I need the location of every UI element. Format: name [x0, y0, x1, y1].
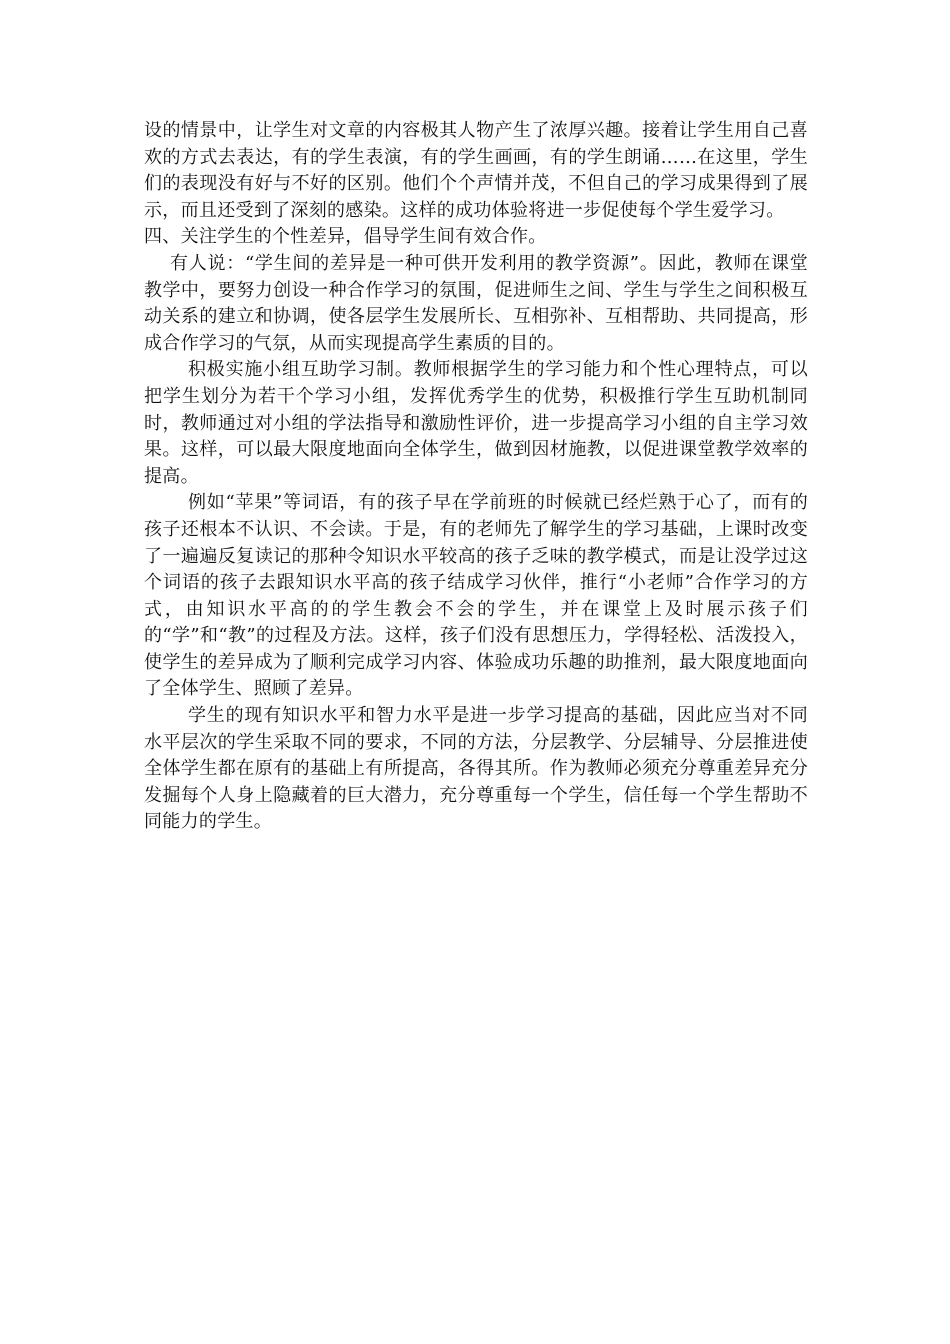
paragraph-example: 例如“苹果”等词语，有的孩子早在学前班的时候就已经烂熟于心了，而有的孩子还根本不认识、不会读。于是，有的老师先了解学生的学习基础，上课时改变了一遍遍反复读记的那种令知识水平较高的孩子乏味的教学模式，而是让没学过这个词语的孩子去跟知识水平高的孩子结成学习伙伴，推行“小老师”合作学习的方式，由知识水平高的的学生教会不会的学生，并在课堂上及时展示孩子们的“学”和“教”的过程及方法。这样，孩子们没有思想压力，学得轻松、活泼投入，使学生的差异成为了顺利完成学习内容、体验成功乐趣的助推剂，最大限度地面向了全体学生、照顾了差异。 [144, 492, 808, 700]
document-body [144, 118, 808, 836]
section-heading-four: 四、关注学生的个性差异，倡导学生间有效合作。 [144, 226, 547, 248]
paragraph-group-learning: 积极实施小组互助学习制。教师根据学生的学习能力和个性心理特点，可以把学生划分为若干个学习小组，发挥优秀学生的优势，积极推行学生互助机制同时，教师通过对小组的学法指导和激励性评价，进一步提高学习小组的自主学习效果。这样，可以最大限度地面向全体学生，做到因材施教，以促进课堂教学效率的提高。 [144, 359, 808, 487]
paragraph-quote: 有人说：“学生间的差异是一种可供开发利用的教学资源”。因此，教师在课堂教学中，要努力创设一种合作学习的氛围，促进师生之间、学生与学生之间积极互动关系的建立和协调，使各层学生发展所长、互相弥补、互相帮助、共同提高，形成合作学习的气氛，从而实现提高学生素质的目的。 [144, 252, 808, 354]
paragraph-conclusion: 学生的现有知识水平和智力水平是进一步学习提高的基础，因此应当对不同水平层次的学生采取不同的要求，不同的方法，分层教学、分层辅导、分层推进使全体学生都在原有的基础上有所提高，各得其所。作为教师必须充分尊重差异充分发掘每个人身上隐藏着的巨大潜力，充分尊重每一个学生，信任每一个学生帮助不同能力的学生。 [144, 705, 808, 833]
paragraph-continuation: 设的情景中，让学生对文章的内容极其人物产生了浓厚兴趣。接着让学生用自己喜欢的方式去表达，有的学生表演，有的学生画画，有的学生朗诵……在这里，学生们的表现没有好与不好的区别。他们个个声情并茂，不但自己的学习成果得到了展示，而且还受到了深刻的感染。这样的成功体验将进一步促使每个学生爱学习。 [144, 120, 808, 221]
